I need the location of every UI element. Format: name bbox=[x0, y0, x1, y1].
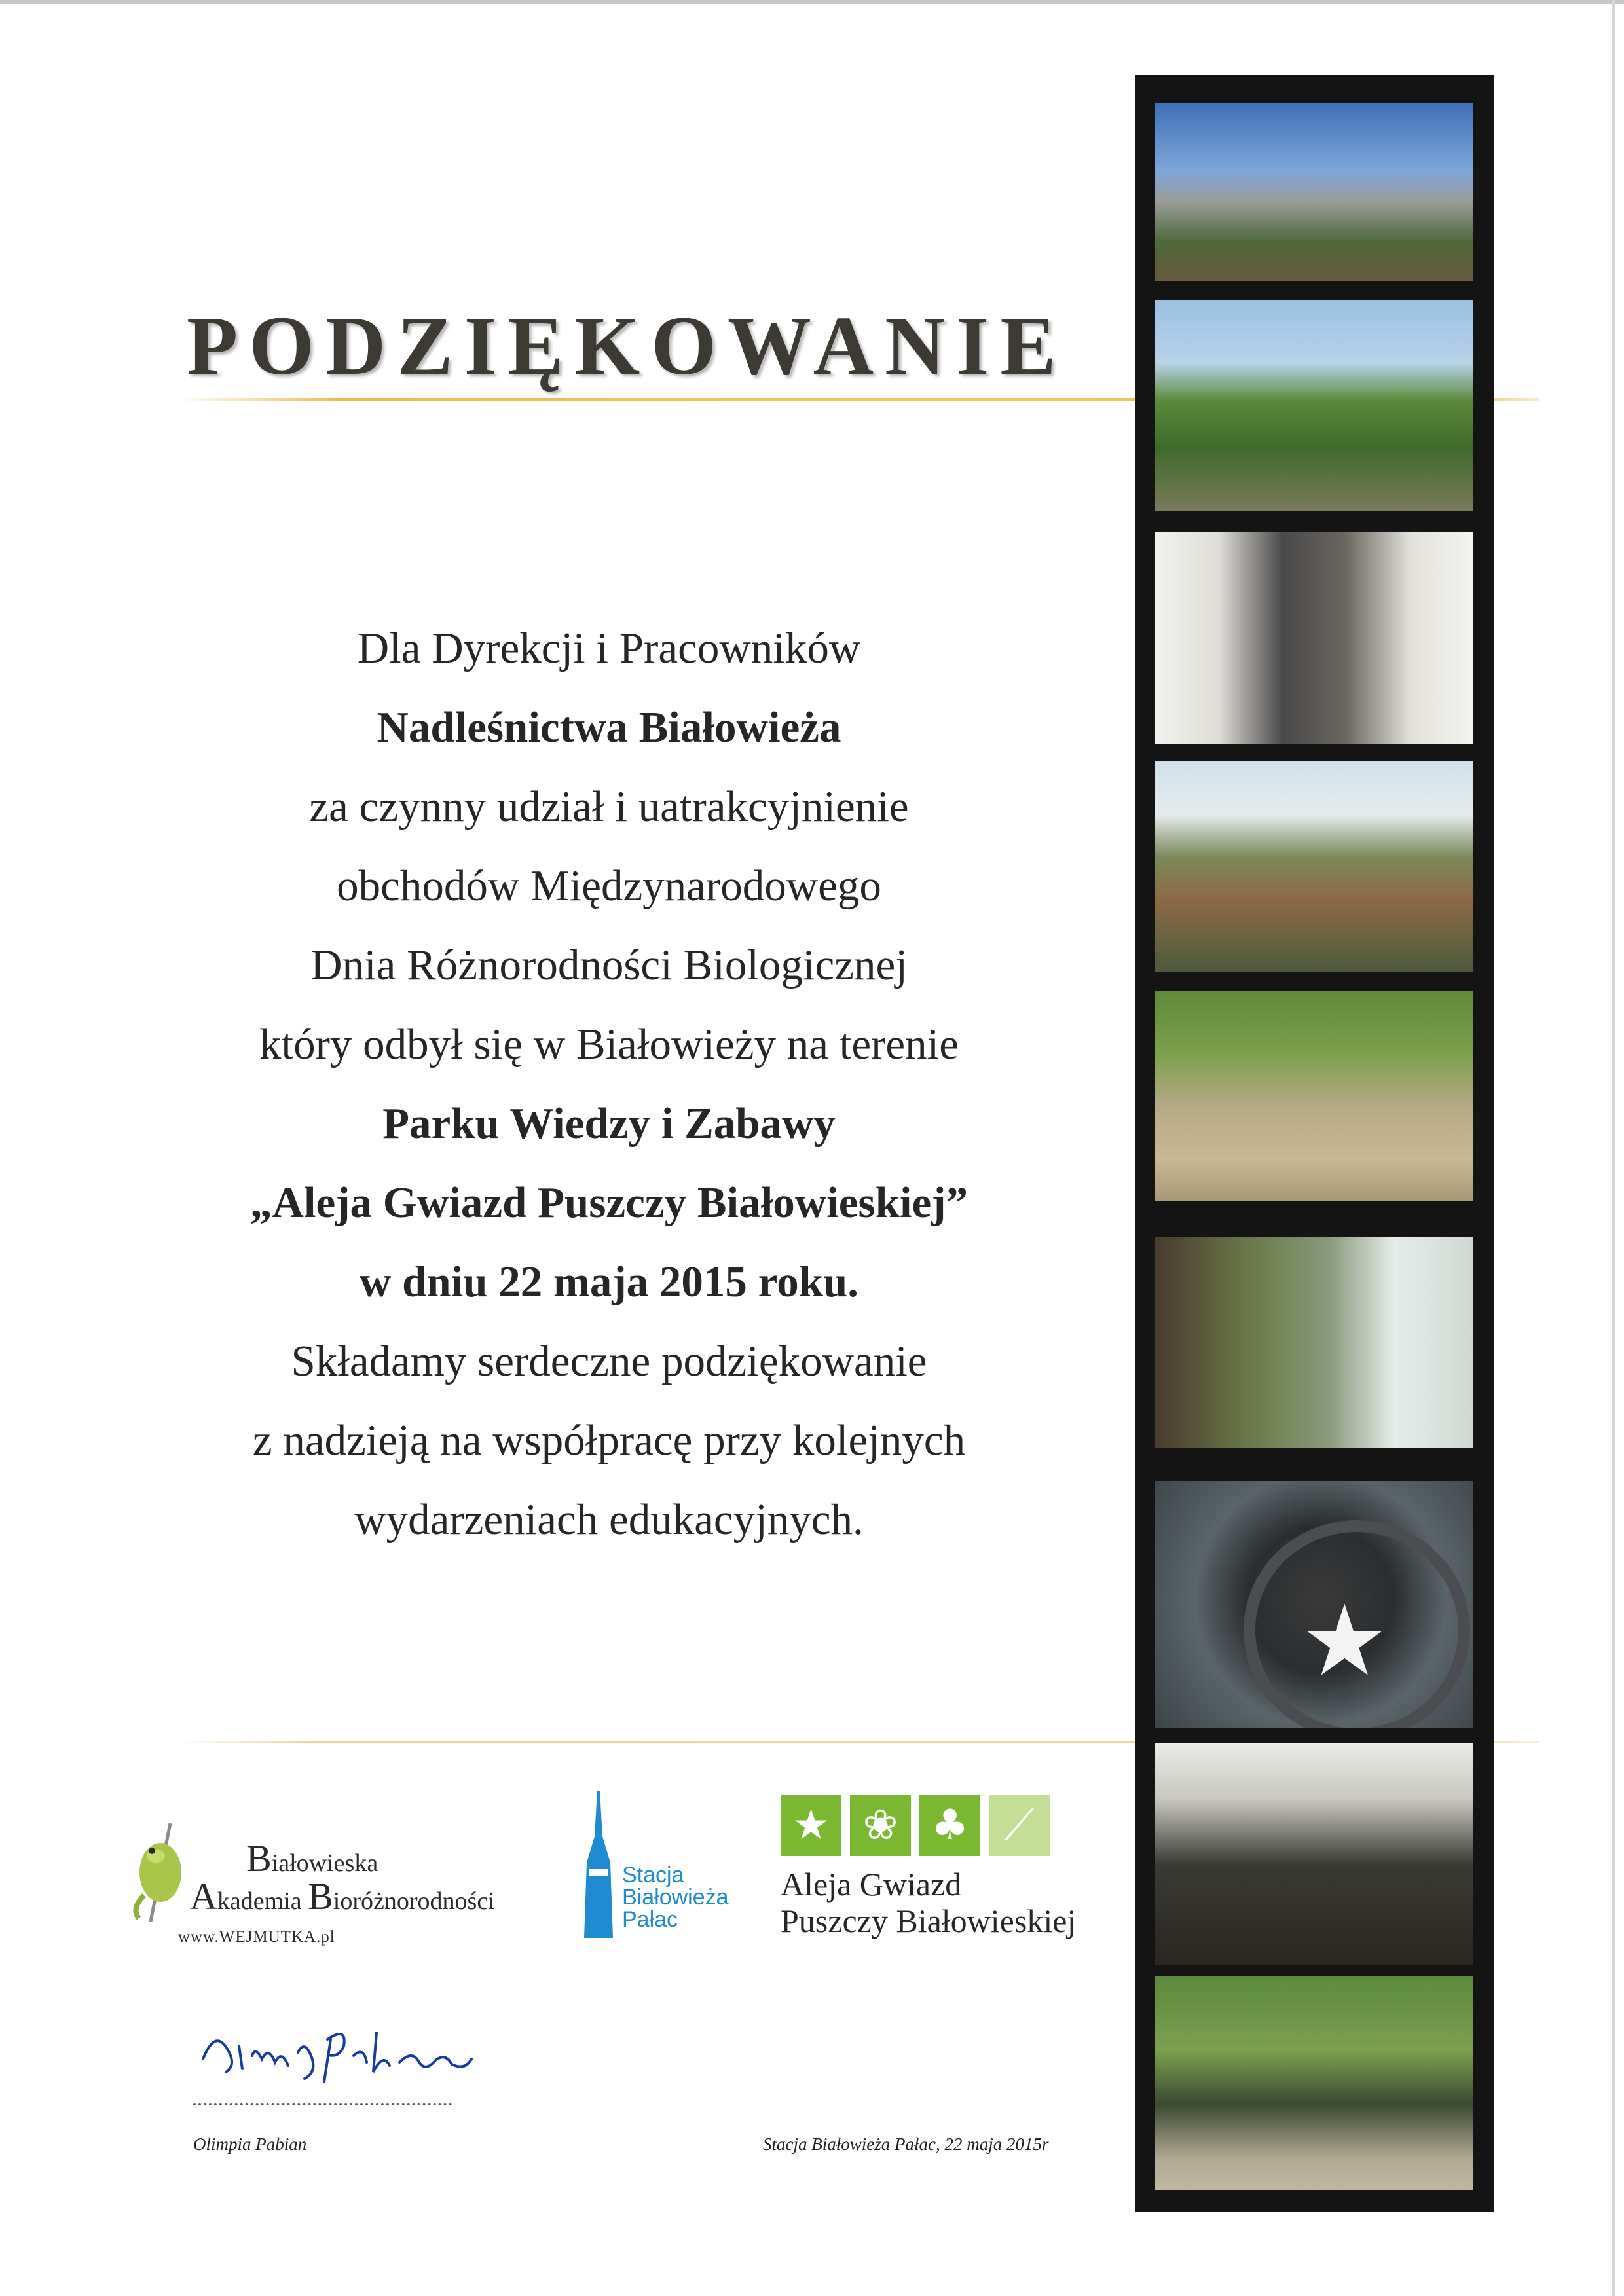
body-line: obchodów Międzynarodowego bbox=[337, 862, 881, 910]
photo-film-strip bbox=[1135, 75, 1494, 2212]
park-sculpture-photo bbox=[1155, 1976, 1473, 2190]
frog-icon bbox=[124, 1823, 196, 1922]
signer-name: Olimpia Pabian bbox=[193, 2134, 307, 2154]
body-line: Składamy serdeczne podziękowanie bbox=[291, 1337, 927, 1385]
body-line: wydarzeniach edukacyjnych. bbox=[354, 1495, 864, 1544]
body-line: „Aleja Gwiazd Puszczy Białowieskiej” bbox=[249, 1178, 969, 1227]
star-tile-icon: ★ bbox=[781, 1795, 841, 1856]
scan-right-edge bbox=[1612, 0, 1615, 2296]
aleja-logo bbox=[781, 1795, 1082, 1959]
bab-name-line-2: Akademia Bioróżnorodności bbox=[190, 1875, 495, 1918]
presenters-photo bbox=[1155, 532, 1473, 744]
body-line: za czynny udział i uatrakcyjnienie bbox=[309, 782, 909, 831]
scan-top-edge bbox=[0, 0, 1624, 4]
paw-tile-icon: ❀ bbox=[850, 1795, 911, 1856]
body-line: Parku Wiedzy i Zabawy bbox=[382, 1099, 836, 1148]
bab-name-line-1: Białowieska bbox=[246, 1837, 378, 1880]
stacja-name: Stacja Białowieża Pałac bbox=[622, 1863, 729, 1932]
body-line: który odbył się w Białowieży na terenie bbox=[259, 1020, 959, 1068]
oak-leaf-tile-icon: ♣ bbox=[919, 1795, 980, 1856]
feather-tile-icon: ⟋ bbox=[989, 1795, 1050, 1856]
page-title: PODZIĘKOWANIE bbox=[187, 299, 1067, 392]
audience-photo bbox=[1155, 1743, 1473, 1965]
exhibition-photo bbox=[1155, 1237, 1473, 1448]
body-line: Dnia Różnorodności Biologicznej bbox=[310, 941, 908, 989]
signature-dotted-line bbox=[193, 2103, 452, 2105]
bab-logo bbox=[124, 1784, 583, 1954]
bab-url: www.WEJMUTKA.pl bbox=[178, 1928, 335, 1946]
body-line: Nadleśnictwa Białowieża bbox=[377, 703, 841, 752]
body-line: w dniu 22 maja 2015 roku. bbox=[360, 1258, 858, 1306]
stacja-logo bbox=[576, 1791, 747, 1948]
tower-icon bbox=[576, 1791, 622, 1938]
body-line: Dla Dyrekcji i Pracowników bbox=[357, 624, 861, 672]
visitors-group-photo bbox=[1155, 300, 1473, 511]
aleja-name: Aleja Gwiazd Puszczy Białowieskiej bbox=[781, 1866, 1077, 1939]
star-icon: ★ bbox=[1301, 1584, 1389, 1698]
picnic-tent-photo bbox=[1155, 761, 1473, 972]
star-plaque-photo bbox=[1155, 1481, 1473, 1728]
place-and-date: Stacja Białowieża Pałac, 22 maja 2015r bbox=[763, 2134, 1049, 2154]
handwritten-signature bbox=[190, 2000, 557, 2085]
certificate-body bbox=[157, 609, 1061, 1559]
palace-pavilion-photo bbox=[1155, 103, 1473, 281]
body-line: z nadzieją na współpracę przy kolejnych bbox=[252, 1416, 966, 1465]
playground-photo bbox=[1155, 991, 1473, 1201]
